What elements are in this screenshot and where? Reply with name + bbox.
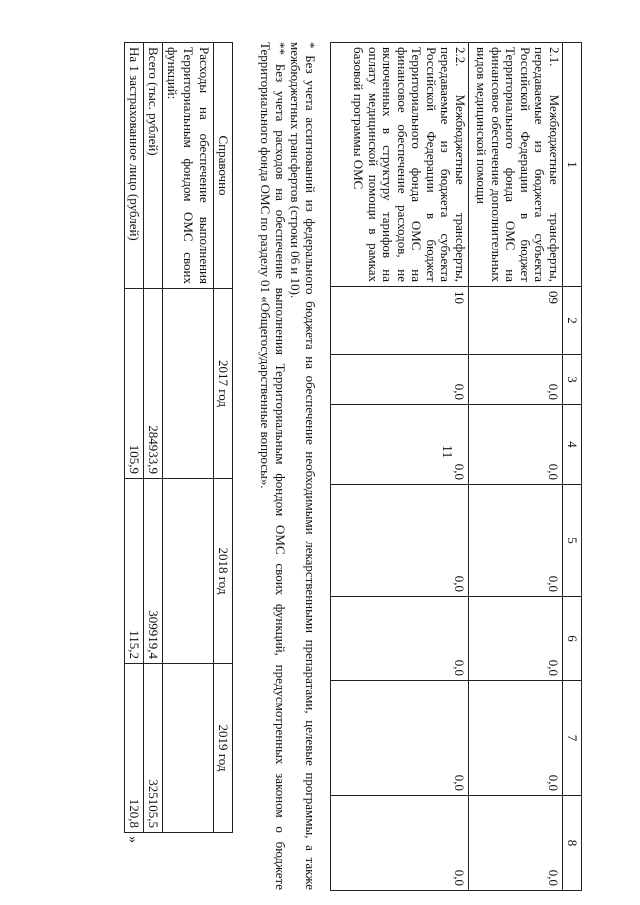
table-row <box>125 43 144 833</box>
reference-header-row <box>214 43 233 833</box>
header-cell: 6 <box>563 597 582 681</box>
table-row <box>144 43 163 833</box>
value-cell: 120,8 <box>125 664 144 833</box>
value-cell: 115,2 <box>125 479 144 664</box>
value-cell: 0,0 <box>469 681 563 796</box>
value-cell: 0,0 <box>331 597 469 681</box>
main-table <box>330 42 582 891</box>
reference-table <box>124 42 233 833</box>
expenses-label-row <box>163 43 214 833</box>
year-header: 2018 год <box>214 479 233 664</box>
row-description: 2.2. Межбюджетные трансферты, передаваемые из бюджета субъекта Российской Федерации в бюджет Территориального фонда ОМС на финансовое обеспечение расходов, не включенных в структуру тарифов на оплату медицинской помощи в рамках базовой программы ОМС <box>331 43 469 287</box>
value-cell: 0,0 <box>331 796 469 891</box>
year-header: 2019 год <box>214 664 233 833</box>
header-cell: 7 <box>563 681 582 796</box>
value-cell: 0,0 <box>331 681 469 796</box>
page-number: 11 <box>439 445 454 459</box>
header-cell: 4 <box>563 405 582 485</box>
value-cell: 0,0 <box>469 485 563 597</box>
value-cell: 105,9 <box>125 289 144 479</box>
row-code: 09 <box>469 287 563 355</box>
value-cell: 0,0 <box>469 355 563 405</box>
year-header: 2017 год <box>214 289 233 479</box>
header-cell: 1 <box>563 43 582 287</box>
footnote-1: * Без учета ассигнований из федерального бюджета на обеспечение необходимыми лекарственными препаратами, целевые программы, а также межбюджетных трансфертов (строки 06 и 10). <box>288 42 318 890</box>
expenses-label: Расходы на обеспечение выполнения Территориальным фондом ОМС своих функций: <box>163 43 214 289</box>
header-cell: 8 <box>563 796 582 891</box>
value-cell: 0,0 <box>469 796 563 891</box>
row-description: 2.1. Межбюджетные трансферты, передаваемые из бюджета субъекта Российской Федерации в бюджет Территориального фонда ОМС на финансовое обеспечение дополнительных видов медицинской помощи <box>469 43 563 287</box>
row-code: 10 <box>331 287 469 355</box>
closing-quote: » <box>125 836 140 843</box>
footnotes <box>258 42 318 890</box>
reference-title: Справочно <box>214 43 233 289</box>
header-row <box>563 43 582 891</box>
value-cell: 0,0 <box>469 405 563 485</box>
main-table-wrap <box>330 42 582 890</box>
header-cell: 3 <box>563 355 582 405</box>
header-cell: 2 <box>563 287 582 355</box>
row-label: На 1 застрахованное лицо (рублей) <box>125 43 144 289</box>
row-label: Всего (тыс. рублей) <box>144 43 163 289</box>
value-cell: 0,0 <box>469 597 563 681</box>
table-row <box>469 43 563 891</box>
value-cell: 325105,5 <box>144 664 163 833</box>
value-cell: 0,0 <box>331 355 469 405</box>
value-cell: 284933,9 <box>144 289 163 479</box>
header-cell: 5 <box>563 485 582 597</box>
value-cell: 309919,4 <box>144 479 163 664</box>
footnote-2: ** Без учета расходов на обеспечение выполнения Территориальным фондом ОМС своих функций, предусмотренных законом о бюджете Территориального фонда ОМС по разделу 01 «Общегосударственные вопросы». <box>258 42 288 890</box>
reference-table-wrap <box>124 42 233 832</box>
value-cell: 0,0 <box>331 405 469 485</box>
value-cell: 0,0 <box>331 485 469 597</box>
table-row <box>331 43 469 891</box>
